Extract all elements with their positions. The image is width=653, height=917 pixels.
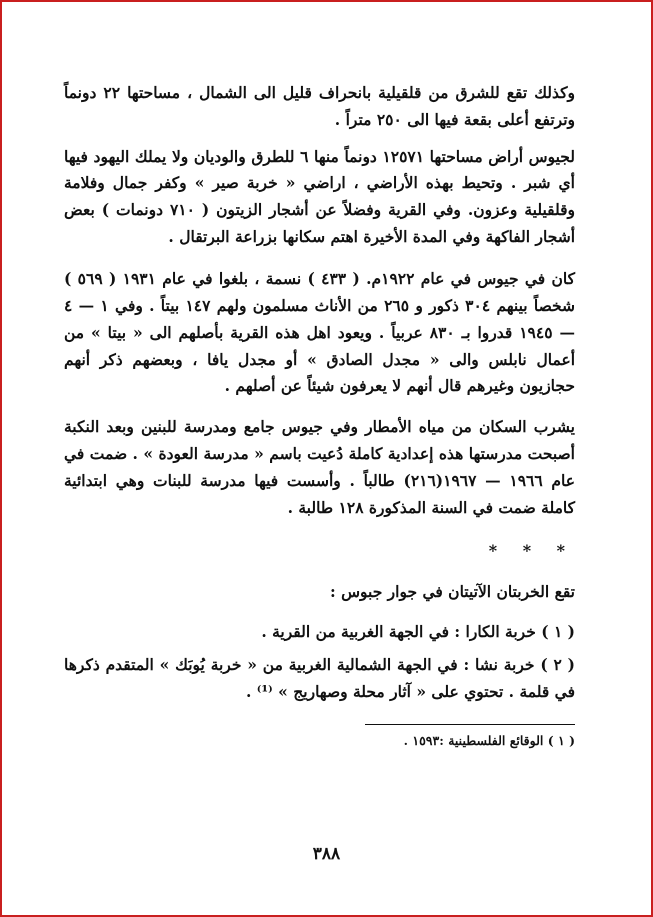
intro-line: تقع الخربتان الآتيتان في جوار جبوس : xyxy=(329,582,575,602)
page-number: ٣٨٨ xyxy=(312,844,341,864)
paragraph-1: وكذلك تقع للشرق من قلقيلية بانحراف قليل الى الشمال ، مساحتها ٢٢ دونماً وترتفع أعلى بقعة فيها الى ٢٥٠ متراً . xyxy=(64,83,575,129)
footnote-divider xyxy=(365,724,575,725)
section-separator: * * * xyxy=(488,541,575,561)
paragraph-2: لجيوس أراض مساحتها ١٢٥٧١ دونماً منها ٦ للطرق والوديان ولا يملك اليهود فيها أي شبر . وتحيط بهذه الأراضي ، اراضي « خربة صير » وكفر جمال وفلامة وقلقيلية وعزون. وفي القرية وفضلاً عن أشجار الزيتون ( ٧١٠ دونمات ) بعض أشجار الفاكهة وفي المدة الأخيرة اهتم سكانها بزراعة البرتقال . xyxy=(64,146,576,246)
paragraph-3: كان في جيوس في عام ١٩٢٢م. ( ٤٣٣ ) نسمة ، بلغوا في عام ١٩٣١ ( ٥٦٩ ) شخصاً بينهم ٣٠٤ ذكور و ٢٦٥ من الأناث مسلمون ولهم ١٤٧ بيتاً . وفي ١ — ٤ — ١٩٤٥ قدروا بـ ٨٣٠ عربياً . ويعود اهل هذه القرية بأصلهم الى « بيتا » من أعمال نابلس والى « مجدل الصادق » أو مجدل يافا ، وبعضهم ذكر أنهم حجازيون وغيرهم قال أنهم لا يعرفون شيئاً عن أصلهم . xyxy=(64,269,576,396)
list-item: ( ١ ) خربة الكارا : في الجهة الغربية من القرية . xyxy=(261,622,575,642)
paragraph-4: يشرب السكان من مياه الأمطار وفي جيوس جامع ومدرسة للبنين وبعد النكبة أصبحت مدرستها هذه إعدادية كاملة دُعيت باسم « مدرسة العودة » . ضمت في عام ١٩٦٦ — ١٩٦٧(٢١٦) طالباً . وأسست فيها مدرسة للبنات وهي ابتدائية كاملة ضمت في السنة المذكورة ١٢٨ طالبة . xyxy=(64,417,575,517)
footnote: ( ١ ) الوقائع الفلسطينية :١٥٩٣ . xyxy=(403,733,575,749)
list-item: ( ٢ ) خربة نشا : في الجهة الشمالية الغربية من « خربة يُوبَك » المتقدم ذكرها في قلمة . تحتوي على « آثار محلة وصهاريج » ⁽¹⁾ . xyxy=(64,655,575,702)
document-body xyxy=(64,80,575,748)
